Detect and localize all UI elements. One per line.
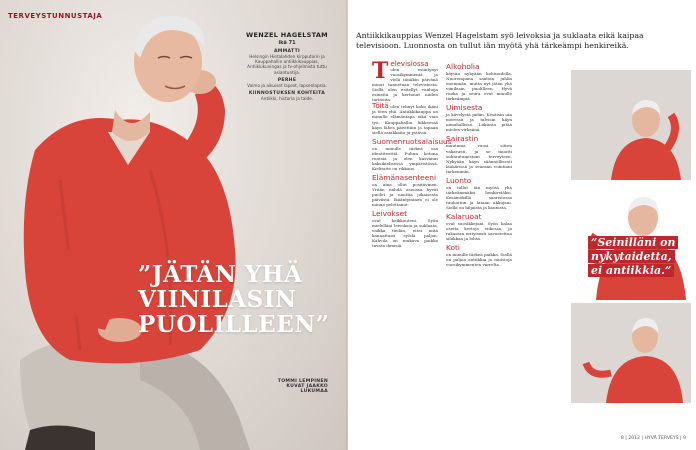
drop-cap: T bbox=[372, 58, 389, 84]
paragraph-text: olen esiintynyt vuosikymmeniä ja vielä tänäkin päivänä minut tunnetaan televisiosta. Siellä olen esitellyt vanhoja esineitä ja kertonut niiden tarinoita. bbox=[372, 67, 438, 103]
subheading: Elämänasenteeni bbox=[372, 172, 437, 182]
subheading: Sairastin bbox=[446, 134, 479, 144]
subheading: Uimisesta bbox=[446, 103, 483, 113]
pull-quote-line: nykytaidetta, bbox=[588, 250, 675, 263]
headline-quote bbox=[138, 262, 348, 337]
fact-box-heading: KIINNOSTUKSEN KOHTEITA bbox=[248, 91, 326, 97]
paragraph-text: olen tehnyt koko ikäni ja teen yhä. Antiikkikauppa on minulle elämäntapa eikä vain työ. Kauppahallin liikkeessä käyn lähes päivittäin ja tapaan siellä asiakkaita ja ystäviä. bbox=[372, 104, 438, 135]
small-photo-3 bbox=[571, 303, 691, 403]
subheading: Leivokset bbox=[372, 209, 408, 219]
section-tag: TERVEYSTUNNUSTAJA bbox=[8, 12, 103, 20]
credit-photo: KUVAT JAAKKO LUKUMAA bbox=[286, 384, 328, 394]
lead-in: Töitä bbox=[372, 102, 389, 111]
subheading: Luonto bbox=[446, 175, 472, 185]
page-footer: 8 | 2012 | HYVÄ TERVEYS | 9 bbox=[620, 436, 686, 441]
article-paragraph bbox=[372, 104, 438, 134]
subheading: Koti bbox=[446, 243, 460, 253]
right-page bbox=[348, 0, 696, 450]
article-paragraph bbox=[372, 58, 438, 103]
pull-quote-line: ”Seinilläni on bbox=[588, 236, 678, 249]
paragraph-text: on aina ollut positiivinen. Yritän nähdä asioissa hyvät puolet ja nauttia jokaisesta päivästä. Ikääntyminen ei ole minua pelottanut. bbox=[372, 181, 438, 208]
fact-box-name: WENZEL HAGELSTAM bbox=[246, 31, 328, 39]
fact-box-text: Antiikki, historia ja taide. bbox=[260, 96, 314, 102]
small-photo-1 bbox=[571, 70, 691, 180]
pull-quote-line: ei antiikkia.” bbox=[588, 264, 674, 277]
fact-box-heading: AMMATTI bbox=[273, 49, 301, 54]
paragraph-text: on minulle tärkeä osa identiteettiä. Puhun kotona ruotsia ja olen kasvanut kaksikielisessä ympäristössä. Kielitaito on rikkaus. bbox=[372, 145, 438, 171]
fact-box bbox=[246, 31, 328, 101]
fact-box-age: ikä 71 bbox=[278, 40, 296, 46]
credit-text: TOMMI LEMPINEN bbox=[277, 379, 328, 384]
paragraph-text: on minulle tärkeä paikka. Siellä on paljon antiikkia ja muistoja vuosikymmenten varrelta. bbox=[446, 252, 512, 268]
subheading: Alkoholia bbox=[446, 62, 480, 71]
fact-box-text: Vaimo ja aikuiset lapset, lapsenlapsia. bbox=[247, 82, 327, 88]
headline-line: VIINILASIN bbox=[138, 286, 297, 313]
headline-line: ”JÄTÄN YHÄ bbox=[138, 261, 303, 288]
text-column-2 bbox=[446, 62, 512, 269]
headline-line: PUOLILLEEN” bbox=[138, 311, 330, 338]
paragraph-text: ovat heikkouteni. Syön mielelläni leivoksia ja suklaata, vaikka tiedän, ettei niitä kannattaisi syödä paljon. Kahvila on mukava paikka tavata ihmisiä. bbox=[372, 218, 438, 249]
paragraph-text: muutama vuosi sitten vakavasti, ja se muutti suhtautumistani terveyteen. Nykyään käyn säännöllisesti lääkärissä ja seuraan vointiani tarkemmin. bbox=[446, 143, 512, 174]
paragraph-text: ovat suosikkejani. Syön kalaa useita kertoja viikossa, ja rakastan erityisesti savustettua silakkaa ja lohta. bbox=[446, 220, 512, 242]
pull-quote bbox=[588, 236, 696, 278]
paragraph-text: käytän nykyään kohtuudella. Nuorempana saatoin juhlia enemmän, mutta nyt jätän yhä viinilasin puolilleen. Hyvä ruoka ja seura ovat minulle tärkeämpiä. bbox=[446, 71, 512, 102]
lead-in: elevisiossa bbox=[390, 60, 429, 68]
fact-box-heading: PERHE bbox=[277, 77, 297, 83]
subheading: Suomenruotsalaisuus bbox=[372, 136, 452, 146]
paragraph-text: ja kävelystä pidän. Kesäisin uin meressä ja talvisin käyn uimahallissa. Liikunta pitää mielen virkeänä. bbox=[446, 112, 512, 133]
lead-paragraph: Antiikkikauppias Wenzel Hagelstam syö leivoksia ja suklaata eikä kaipaa televisioon. Luonnosta on tullut iän myötä yhä tärkeämpi henkireikä. bbox=[356, 31, 644, 50]
paragraph-text: on tullut iän myötä yhä tärkeämmäksi henkireiäksi. Kesämökillä saaristossa rauhoitun ja lataan akkujani. Siellä on hiljaista ja kaunista. bbox=[446, 184, 512, 210]
subheading: Kalaruoat bbox=[446, 211, 482, 221]
credits bbox=[258, 379, 328, 394]
text-column-1 bbox=[372, 58, 452, 250]
fact-box-text: Helsingin Hietalahden kirpputorin ja Kauppahallin antiikkikauppias, Antiikkikuningas ja tv-ohjelmista tuttu asiantuntija. bbox=[247, 54, 327, 75]
